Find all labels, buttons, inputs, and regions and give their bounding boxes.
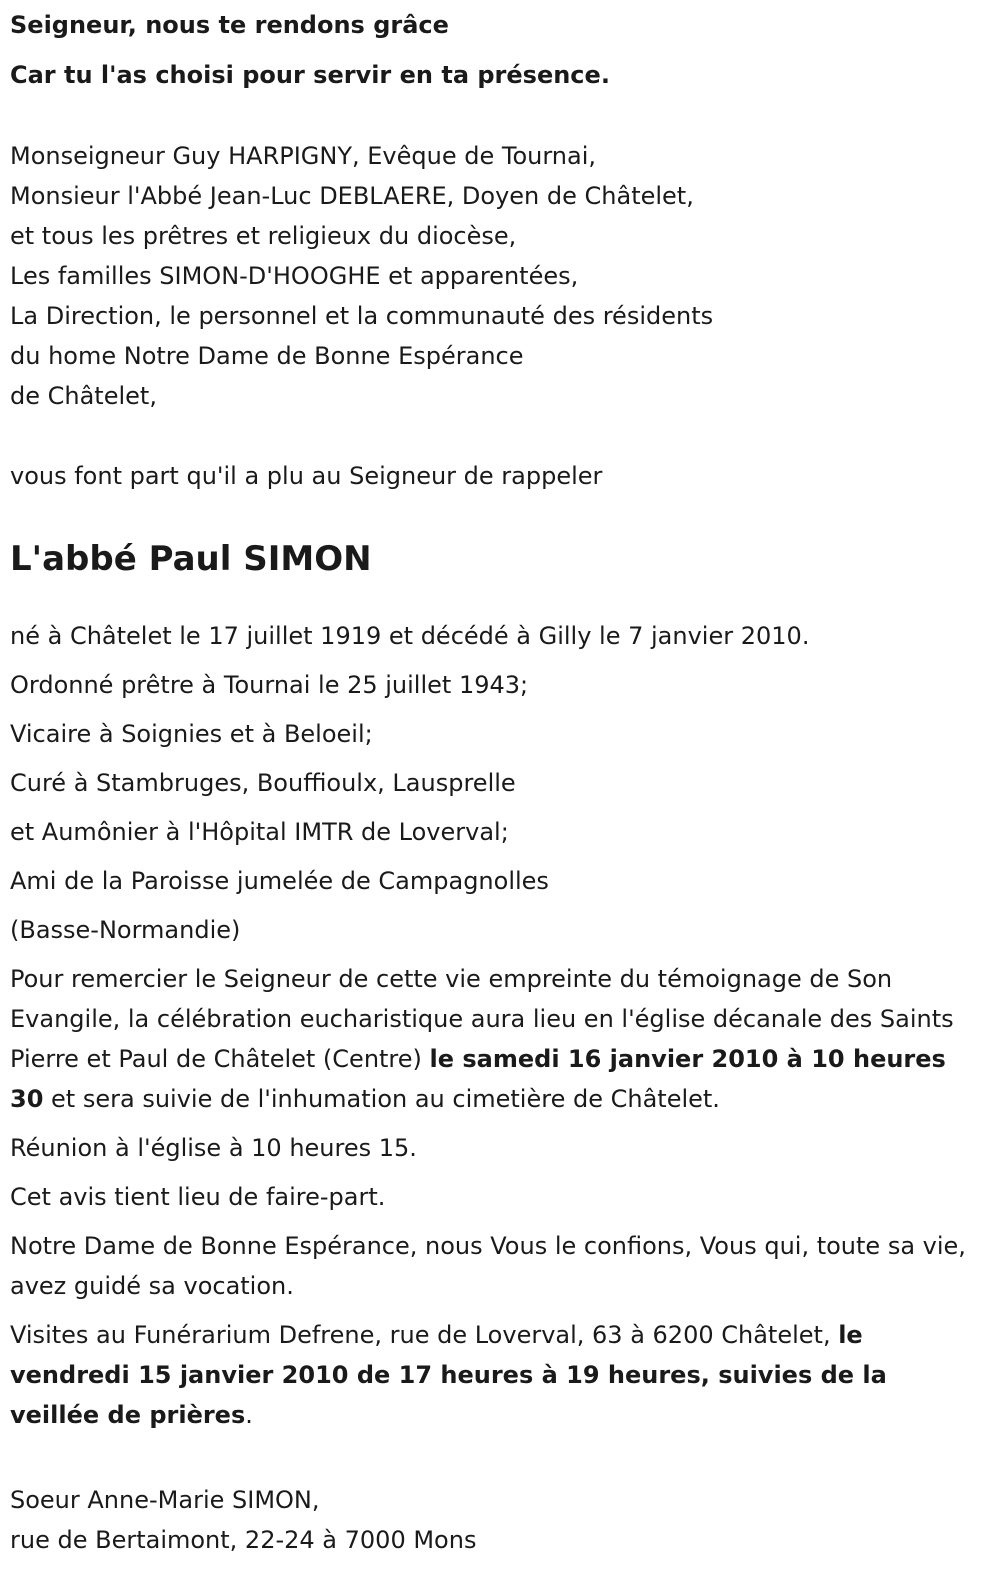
biography-line: (Basse-Normandie) <box>10 916 241 944</box>
visits-text: Visites au Funérarium Defrene, rue de Loverval, 63 à 6200 Châtelet, <box>10 1321 839 1349</box>
biography-line: Vicaire à Soignies et à Beloeil; <box>10 720 373 748</box>
biography-line: né à Châtelet le 17 juillet 1919 et décédé à Gilly le 7 janvier 2010. <box>10 622 810 650</box>
ceremony-text: Pour remercier le Seigneur de cette vie empreinte du témoignage de Son Evangile, la célébration eucharistique aura lieu en l'église décanale des Saints Pierre et Paul de Châtelet (Centre) <box>10 965 954 1073</box>
sender-line: Les familles SIMON-D'HOOGHE et apparentées, <box>10 262 579 290</box>
biography-line: Ami de la Paroisse jumelée de Campagnolles <box>10 867 549 895</box>
biography-line: et Aumônier à l'Hôpital IMTR de Loverval; <box>10 818 509 846</box>
sender-line: et tous les prêtres et religieux du diocèse, <box>10 222 517 250</box>
prayer-paragraph: Notre Dame de Bonne Espérance, nous Vous le confions, Vous qui, toute sa vie, avez guidé sa vocation. <box>10 1232 966 1300</box>
visits-schedule: le vendredi 15 janvier 2010 de 17 heures à 19 heures, suivies de la veillée de prières <box>10 1321 887 1429</box>
header-line-1: Seigneur, nous te rendons grâce <box>10 11 449 39</box>
biography-block <box>10 616 990 950</box>
announcement: vous font part qu'il a plu au Seigneur de rappeler <box>10 462 603 490</box>
notice-info: Cet avis tient lieu de faire-part. <box>10 1183 386 1211</box>
ceremony-paragraph <box>10 959 970 1119</box>
visits-text-after: . <box>245 1401 253 1429</box>
visits-paragraph <box>10 1315 970 1435</box>
ceremony-date-time: le samedi 16 janvier 2010 à 10 heures 30 <box>10 1045 946 1113</box>
contact-block <box>10 1480 990 1560</box>
spacer <box>10 94 990 136</box>
biography-line: Ordonné prêtre à Tournai le 25 juillet 1943; <box>10 671 529 699</box>
sender-line: de Châtelet, <box>10 382 157 410</box>
deceased-name: L'abbé Paul SIMON <box>10 539 372 579</box>
sender-line: du home Notre Dame de Bonne Espérance <box>10 342 524 370</box>
biography-line: Curé à Stambruges, Bouffioulx, Lausprelle <box>10 769 516 797</box>
senders-block <box>10 136 990 416</box>
contact-address: rue de Bertaimont, 22-24 à 7000 Mons <box>10 1526 477 1554</box>
contact-name: Soeur Anne-Marie SIMON, <box>10 1486 320 1514</box>
meeting-info: Réunion à l'église à 10 heures 15. <box>10 1134 417 1162</box>
sender-line: Monseigneur Guy HARPIGNY, Evêque de Tournai, <box>10 142 596 170</box>
spacer <box>10 416 990 456</box>
header-line-2: Car tu l'as choisi pour servir en ta présence. <box>10 61 610 89</box>
ceremony-text-after: et sera suivie de l'inhumation au cimetière de Châtelet. <box>43 1085 720 1113</box>
sender-line: Monsieur l'Abbé Jean-Luc DEBLAERE, Doyen de Châtelet, <box>10 182 694 210</box>
sender-line: La Direction, le personnel et la communauté des résidents <box>10 302 714 330</box>
